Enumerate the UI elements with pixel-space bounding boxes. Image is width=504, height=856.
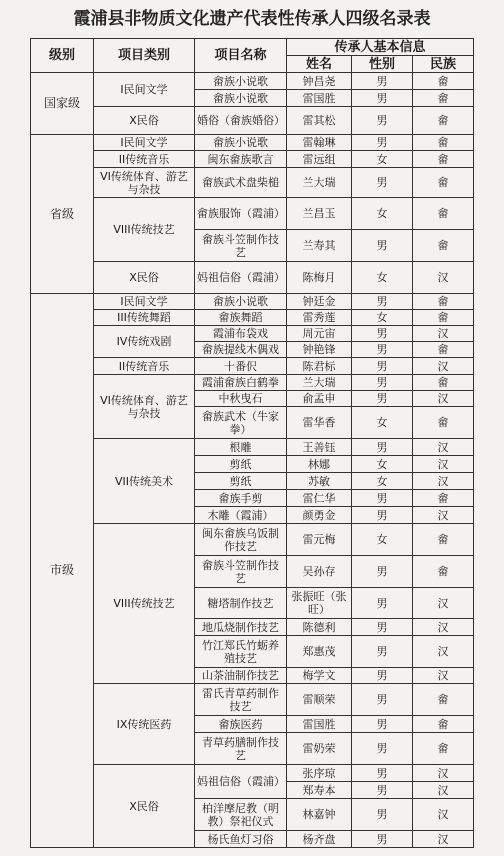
category-cell: I民间文学	[94, 135, 195, 151]
ethnicity-cell: 汉	[413, 262, 474, 294]
name-cell: 雷国胜	[287, 716, 352, 733]
project-cell: 木雕（霞浦）	[195, 507, 287, 524]
name-cell: 雷仁华	[287, 490, 352, 507]
name-cell: 梅学文	[287, 668, 352, 684]
project-cell: 畲族小说歌	[195, 294, 287, 310]
project-cell: 畲族武术盘柴槌	[195, 168, 287, 198]
name-cell: 钟廷金	[287, 294, 352, 310]
gender-cell: 男	[352, 716, 413, 733]
project-cell: 妈祖信俗（霞浦）	[195, 765, 287, 799]
name-cell: 雷秀莲	[287, 310, 352, 326]
category-cell: VI传统体育、游艺与杂技	[94, 375, 195, 439]
ethnicity-cell: 汉	[413, 588, 474, 619]
ethnicity-cell: 畲	[413, 310, 474, 326]
category-cell: X民俗	[94, 107, 195, 135]
project-cell: 妈祖信俗（霞浦）	[195, 262, 287, 294]
project-cell: 剪纸	[195, 473, 287, 490]
category-cell: III传统舞蹈	[94, 310, 195, 326]
name-cell: 陈君标	[287, 358, 352, 375]
gender-cell: 男	[352, 733, 413, 765]
ethnicity-cell: 汉	[413, 439, 474, 456]
ethnicity-cell: 畲	[413, 716, 474, 733]
name-cell: 苏敏	[287, 473, 352, 490]
ethnicity-cell: 汉	[413, 456, 474, 473]
project-cell: 畲族斗笠制作技艺	[195, 556, 287, 588]
name-cell: 陈德利	[287, 619, 352, 636]
name-cell: 俞孟申	[287, 391, 352, 407]
ethnicity-cell: 汉	[413, 782, 474, 799]
name-cell: 雷翰琳	[287, 135, 352, 151]
ethnicity-cell: 汉	[413, 473, 474, 490]
name-cell: 兰昌玉	[287, 198, 352, 230]
gender-cell: 女	[352, 456, 413, 473]
level-cell-provincial: 省级	[31, 135, 94, 294]
ethnicity-cell: 畲	[413, 556, 474, 588]
category-cell: II传统音乐	[94, 151, 195, 168]
ethnicity-cell: 畲	[413, 294, 474, 310]
ethnicity-cell: 汉	[413, 831, 474, 848]
gender-cell: 女	[352, 198, 413, 230]
ethnicity-cell: 汉	[413, 636, 474, 668]
name-cell: 钟艳锋	[287, 342, 352, 358]
header-inheritor-info: 传承人基本信息	[287, 39, 474, 56]
ethnicity-cell: 汉	[413, 391, 474, 407]
project-cell: 柏洋摩尼教（明教）祭祀仪式	[195, 799, 287, 831]
header-gender: 性别	[352, 56, 413, 73]
gender-cell: 男	[352, 90, 413, 107]
project-cell: 雷氏青草药制作技艺	[195, 684, 287, 716]
ethnicity-cell: 畲	[413, 135, 474, 151]
gender-cell: 女	[352, 310, 413, 326]
name-cell: 兰大瑞	[287, 168, 352, 198]
gender-cell: 男	[352, 490, 413, 507]
gender-cell: 男	[352, 636, 413, 668]
project-cell: 畲族手剪	[195, 490, 287, 507]
gender-cell: 女	[352, 473, 413, 490]
ethnicity-cell: 汉	[413, 668, 474, 684]
header-project: 项目名称	[195, 39, 287, 73]
ethnicity-cell: 畲	[413, 684, 474, 716]
level-cell-municipal: 市级	[31, 294, 94, 848]
name-cell: 杨齐盘	[287, 831, 352, 848]
gender-cell: 男	[352, 588, 413, 619]
ethnicity-cell: 畲	[413, 524, 474, 556]
project-cell: 剪纸	[195, 456, 287, 473]
ethnicity-cell: 汉	[413, 619, 474, 636]
ethnicity-cell: 汉	[413, 799, 474, 831]
project-cell: 竹江郑氏竹蛎养殖技艺	[195, 636, 287, 668]
ethnicity-cell: 畲	[413, 407, 474, 439]
project-cell: 青草药膳制作技艺	[195, 733, 287, 765]
header-ethnicity: 民族	[413, 56, 474, 73]
project-cell: 地瓜烧制作技艺	[195, 619, 287, 636]
project-cell: 畲族斗笠制作技艺	[195, 230, 287, 262]
gender-cell: 男	[352, 358, 413, 375]
ethnicity-cell: 畲	[413, 151, 474, 168]
project-cell: 中秋曳石	[195, 391, 287, 407]
project-cell: 霞浦布袋戏	[195, 326, 287, 342]
category-cell: X民俗	[94, 262, 195, 294]
project-cell: 畲族舞蹈	[195, 310, 287, 326]
gender-cell: 男	[352, 765, 413, 782]
project-cell: 糖塔制作技艺	[195, 588, 287, 619]
name-cell: 吴孙存	[287, 556, 352, 588]
ethnicity-cell: 畲	[413, 230, 474, 262]
project-cell: 畲族医药	[195, 716, 287, 733]
ethnicity-cell: 畲	[413, 168, 474, 198]
header-category: 项目类别	[94, 39, 195, 73]
gender-cell: 男	[352, 507, 413, 524]
ethnicity-cell: 汉	[413, 507, 474, 524]
category-cell: IV传统戏剧	[94, 326, 195, 358]
name-cell: 雷远组	[287, 151, 352, 168]
header-name: 姓名	[287, 56, 352, 73]
gender-cell: 女	[352, 151, 413, 168]
gender-cell: 男	[352, 782, 413, 799]
name-cell: 陈梅月	[287, 262, 352, 294]
project-cell: 畲族小说歌	[195, 73, 287, 90]
category-cell: VII传统美术	[94, 439, 195, 524]
name-cell: 郑寿本	[287, 782, 352, 799]
name-cell: 雷华香	[287, 407, 352, 439]
document-title: 霞浦县非物质文化遗产代表性传承人四级名录表	[73, 9, 431, 29]
gender-cell: 男	[352, 230, 413, 262]
name-cell: 张序琼	[287, 765, 352, 782]
ethnicity-cell: 畲	[413, 490, 474, 507]
gender-cell: 男	[352, 168, 413, 198]
gender-cell: 男	[352, 684, 413, 716]
ethnicity-cell: 畲	[413, 375, 474, 391]
name-cell: 雷奶荣	[287, 733, 352, 765]
gender-cell: 女	[352, 262, 413, 294]
name-cell: 周元宙	[287, 326, 352, 342]
category-cell: I民间文学	[94, 73, 195, 107]
gender-cell: 男	[352, 439, 413, 456]
category-cell: II传统音乐	[94, 358, 195, 375]
heritage-roster-table	[30, 38, 474, 848]
category-cell: VIII传统技艺	[94, 198, 195, 262]
gender-cell: 男	[352, 391, 413, 407]
name-cell: 林娜	[287, 456, 352, 473]
project-cell: 畲族小说歌	[195, 135, 287, 151]
ethnicity-cell: 汉	[413, 765, 474, 782]
header-level: 级别	[31, 39, 94, 73]
project-cell: 畲族武术（牛家拳）	[195, 407, 287, 439]
category-cell: I民间文学	[94, 294, 195, 310]
gender-cell: 男	[352, 799, 413, 831]
ethnicity-cell: 畲	[413, 90, 474, 107]
ethnicity-cell: 汉	[413, 358, 474, 375]
name-cell: 雷顺荣	[287, 684, 352, 716]
category-cell: VI传统体育、游艺与杂技	[94, 168, 195, 198]
gender-cell: 男	[352, 342, 413, 358]
name-cell: 林嘉钟	[287, 799, 352, 831]
name-cell: 郑惠茂	[287, 636, 352, 668]
category-cell: X民俗	[94, 765, 195, 848]
project-cell: 畲族提线木偶戏	[195, 342, 287, 358]
gender-cell: 男	[352, 326, 413, 342]
gender-cell: 男	[352, 375, 413, 391]
gender-cell: 男	[352, 107, 413, 135]
project-cell: 畲族服饰（霞浦）	[195, 198, 287, 230]
project-cell: 闽东畲族歌言	[195, 151, 287, 168]
ethnicity-cell: 畲	[413, 73, 474, 90]
ethnicity-cell: 畲	[413, 107, 474, 135]
gender-cell: 男	[352, 135, 413, 151]
project-cell: 闽东畲族乌饭制作技艺	[195, 524, 287, 556]
project-cell: 根雕	[195, 439, 287, 456]
name-cell: 王善钰	[287, 439, 352, 456]
ethnicity-cell: 汉	[413, 326, 474, 342]
category-cell: VIII传统技艺	[94, 524, 195, 684]
name-cell: 雷元梅	[287, 524, 352, 556]
name-cell: 颜勇金	[287, 507, 352, 524]
gender-cell: 男	[352, 294, 413, 310]
level-cell-national: 国家级	[31, 73, 94, 135]
gender-cell: 男	[352, 831, 413, 848]
name-cell: 兰大瑞	[287, 375, 352, 391]
project-cell: 畲族小说歌	[195, 90, 287, 107]
project-cell: 霞浦畲族白鹤拳	[195, 375, 287, 391]
gender-cell: 男	[352, 668, 413, 684]
name-cell: 兰寿其	[287, 230, 352, 262]
project-cell: 杨氏鱼灯习俗	[195, 831, 287, 848]
ethnicity-cell: 畲	[413, 198, 474, 230]
gender-cell: 男	[352, 556, 413, 588]
gender-cell: 男	[352, 73, 413, 90]
project-cell: 婚俗（畲族婚俗）	[195, 107, 287, 135]
name-cell: 张振旺（张旺）	[287, 588, 352, 619]
category-cell: IX传统医药	[94, 684, 195, 765]
name-cell: 钟昌尧	[287, 73, 352, 90]
name-cell: 雷国胜	[287, 90, 352, 107]
ethnicity-cell: 畲	[413, 733, 474, 765]
gender-cell: 女	[352, 524, 413, 556]
project-cell: 十番伬	[195, 358, 287, 375]
project-cell: 山茶油制作技艺	[195, 668, 287, 684]
gender-cell: 女	[352, 407, 413, 439]
ethnicity-cell: 畲	[413, 342, 474, 358]
name-cell: 雷其松	[287, 107, 352, 135]
gender-cell: 男	[352, 619, 413, 636]
